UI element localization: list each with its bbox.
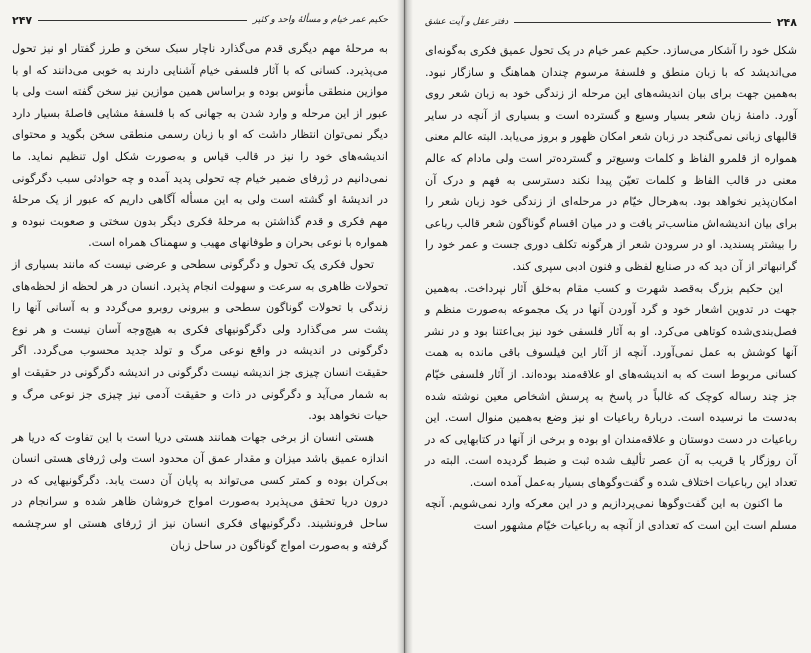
- left-paragraph-2: تحول فکری یک تحول و دگرگونی سطحی و عرضی نیست که مانند بسیاری از تحولات ظاهری به سرعت و سهولت انجام پذیرد. انسان در هر لحظه از لحظه‌های زندگی با تحولات گوناگون سطحی و بیرونی روبرو می‌گردد و به آسانی آنها را پشت سر می‌گذارد ولی دگرگونیهای فکری به هیچ‌وجه آسان نیست و هر نوع دگرگونی در اندیشه در واقع نوعی مرگ و تولد جدید محسوب می‌گردد. اگر حقیقت انسان چیزی جز اندیشه نیست دگرگونی در اندیشه دگرگونی در حقیقت او به شمار می‌آید و دگرگونی در ذات و حقیقت آدمی نیز چیزی جز نوعی مرگ و حیات نخواهد بود.: [12, 257, 388, 423]
- left-header-rule: [38, 20, 247, 21]
- right-page-body: [425, 40, 797, 537]
- left-page-number: ۲۴۷: [12, 13, 33, 27]
- left-page-body: [12, 38, 388, 556]
- left-page-header: [12, 10, 388, 30]
- right-paragraph-3: ما اکنون به این گفت‌وگوها نمی‌پردازیم و در این معرکه وارد نمی‌شویم. آنچه مسلم است این است که تعدادی از آنچه به رباعیات خیّام مشهور است: [425, 497, 797, 533]
- left-running-head: حکیم عمر خیام و مسألهٔ واحد و کثیر: [252, 15, 388, 25]
- book-gutter: [397, 0, 413, 653]
- gutter-line: [404, 0, 405, 653]
- left-paragraph-1: به مرحلهٔ مهم دیگری قدم می‌گذارد ناچار سبک سخن و طرز گفتار او نیز تحول می‌پذیرد. کسانی که با آثار فلسفی خیام آشنایی دارند به خوبی می‌دانند که او با موازین منطقی مأنوس بوده و براساس همین موازین نیز سخن گفته است ولی با عبور از این مرحله و وارد شدن به جهانی که با فلسفهٔ مشایی فاصلهٔ بسیار دارد دیگر نمی‌توان انتظار داشت که او با زبان رسمی منطقی سخن بگوید و محتوای اندیشه‌های خود را نیز در قالب قیاس و به‌صورت شکل اول تنظیم نماید. ما نمی‌دانیم در ژرفای ضمیر خیام چه تحولی پدید آمده و چه حوادثی سبب دگرگونی در اندیشهٔ او گشته است ولی به این مسأله آگاهی داریم که عبور از یک مرحلهٔ مهم فکری و قدم گذاشتن به مرحلهٔ فکری دیگر بدون سختی و صعوبت نبوده و همواره با نوعی بحران و طوفانهای مهیب و سهمناک همراه است.: [12, 42, 388, 250]
- right-paragraph-1: شکل خود را آشکار می‌سازد. حکیم عمر خیام در یک تحول عمیق فکری به‌گونه‌ای می‌اندیشد که با زبان منطق و فلسفهٔ مرسوم چندان هماهنگ و سازگار نبود. به‌همین جهت برای بیان اندیشه‌های این مرحله از زندگی خود به زبان شعر روی آورد. دامنهٔ زبان شعر بسیار وسیع و گسترده است و بسیاری از آنچه در سایر قالبهای زبانی نمی‌گنجد در زبان شعر امکان ظهور و بروز می‌یابد. البته عالم معنی همواره از قلمرو الفاظ و کلمات وسیع‌تر و گسترده‌تر است ولی مادام که عالم معنی در قالب الفاظ و کلمات تعیّن پیدا نکند دسترسی به فهم و درک آن امکان‌پذیر نخواهد بود. به‌هرحال خیّام در مرحله‌ای از زندگی خود زبان شعر را برای بیان اندیشه‌اش مناسب‌تر یافت و در میان اقسام گوناگون شعر قالب رباعی را بیشتر پسندید. او در سرودن شعر از هرگونه تکلف دوری جست و عمر خود را گرانبهاتر از آن دید که در صنایع لفظی و فنون ادبی سپری کند.: [425, 44, 797, 273]
- right-page-number: ۲۴۸: [776, 15, 797, 29]
- right-page-header: [425, 12, 797, 32]
- right-header-rule: [514, 22, 771, 23]
- right-paragraph-2: این حکیم بزرگ به‌قصد شهرت و کسب مقام به‌خلق آثار نپرداخت. به‌همین جهت در تدوین اشعار خود و گرد آوردن آنها در یک مجموعه به‌صورت منظم و فصل‌بندی‌شده کوتاهی می‌کرد. او به آثار فلسفی خود نیز بی‌اعتنا بود و در نشر آنها کوشش به عمل نمی‌آورد. آنچه از آثار این فیلسوف باقی مانده به همت کسانی مربوط است که به اندیشه‌های او علاقه‌مند بوده‌اند. از آثار فلسفی خیّام جز چند رساله کوچک که غالباً در پاسخ به پرسش اشخاص معین نوشته شده به‌دست ما نرسیده است. دربارهٔ رباعیات او نیز وضع به‌همین منوال است. این رباعیات در دست دوستان و علاقه‌مندان او بوده و برخی از آنها در کتابهایی که در آن روزگار یا قریب به آن عصر تألیف شده ثبت و ضبط گردیده است. البته در تعداد این رباعیات اختلاف شده و گفت‌وگوهای بسیار به‌عمل آمده است.: [425, 281, 797, 489]
- left-page: [0, 0, 404, 653]
- left-paragraph-3: هستی انسان از برخی جهات همانند هستی دریا است با این تفاوت که دریا هر اندازه عمیق باشد میزان و مقدار عمق آن محدود است ولی ژرفای هستی انسان بی‌کران بوده و کمتر کسی می‌تواند به پایان آن دست یابد. دگرگونیهایی که در درون دریا تحقق می‌پذیرد به‌صورت امواج خروشان ظاهر شده و سرانجام در ساحل فرونشیند. دگرگونیهای فکری انسان نیز از ژرفای هستی او سرچشمه گرفته و به‌صورت امواج گوناگون در ساحل زبان: [12, 430, 388, 552]
- right-running-head: دفتر عقل و آیت عشق: [425, 17, 509, 27]
- right-page: [407, 0, 811, 653]
